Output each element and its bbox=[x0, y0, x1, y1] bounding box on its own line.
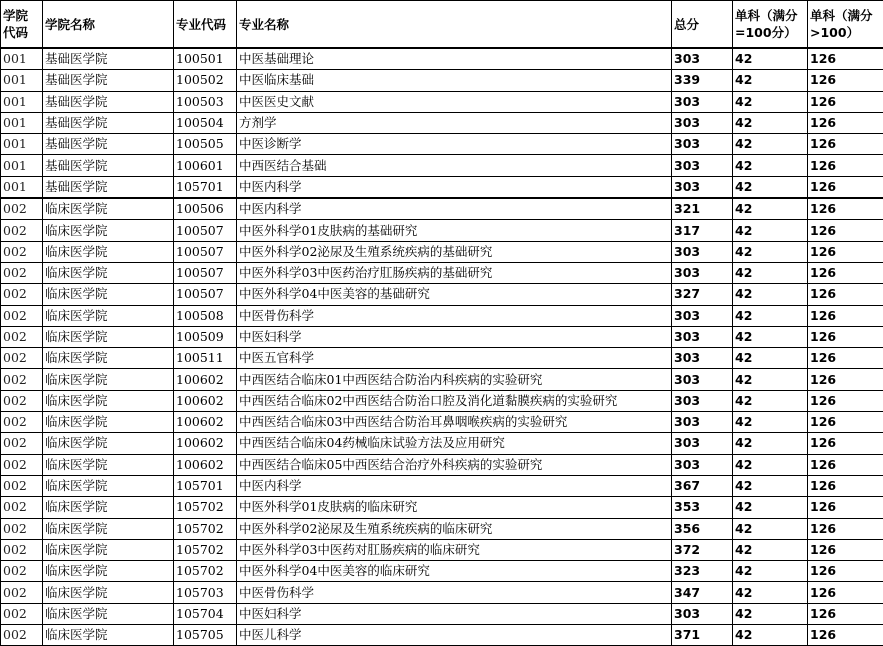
cell-total: 303 bbox=[672, 155, 733, 176]
cell-single-100: 42 bbox=[733, 433, 808, 454]
cell-major-name: 方剂学 bbox=[237, 112, 672, 133]
cell-total: 371 bbox=[672, 625, 733, 646]
cell-single-100: 42 bbox=[733, 561, 808, 582]
cell-major-name: 中医内科学 bbox=[237, 176, 672, 198]
cell-single-gt100: 126 bbox=[808, 369, 883, 390]
cell-single-100: 42 bbox=[733, 134, 808, 155]
table-row bbox=[1, 134, 883, 155]
cell-college-code: 002 bbox=[1, 561, 43, 582]
cell-single-100: 42 bbox=[733, 625, 808, 646]
cell-single-gt100: 126 bbox=[808, 454, 883, 475]
cell-total: 303 bbox=[672, 454, 733, 475]
cell-major-code: 100511 bbox=[174, 348, 237, 369]
cell-major-code: 100602 bbox=[174, 454, 237, 475]
cell-total: 303 bbox=[672, 348, 733, 369]
cell-college-code: 002 bbox=[1, 539, 43, 560]
cell-college-code: 001 bbox=[1, 134, 43, 155]
cell-single-100: 42 bbox=[733, 390, 808, 411]
cell-single-gt100: 126 bbox=[808, 348, 883, 369]
cell-major-name: 中医骨伤科学 bbox=[237, 305, 672, 326]
cell-single-gt100: 126 bbox=[808, 433, 883, 454]
cell-college-name: 临床医学院 bbox=[43, 412, 174, 433]
cell-college-code: 002 bbox=[1, 497, 43, 518]
cell-single-gt100: 126 bbox=[808, 284, 883, 305]
cell-college-name: 基础医学院 bbox=[43, 176, 174, 198]
cell-major-code: 100501 bbox=[174, 48, 237, 70]
cell-single-gt100: 126 bbox=[808, 497, 883, 518]
cell-single-100: 42 bbox=[733, 305, 808, 326]
cell-major-name: 中医内科学 bbox=[237, 475, 672, 496]
header-college-code: 学院代码 bbox=[1, 1, 43, 49]
header-major-name: 专业名称 bbox=[237, 1, 672, 49]
cell-total: 321 bbox=[672, 198, 733, 220]
cell-total: 327 bbox=[672, 284, 733, 305]
table-body bbox=[1, 48, 883, 646]
table-row bbox=[1, 48, 883, 70]
cell-single-100: 42 bbox=[733, 326, 808, 347]
cell-major-name: 中医外科学02泌尿及生殖系统疾病的基础研究 bbox=[237, 241, 672, 262]
cell-college-name: 临床医学院 bbox=[43, 603, 174, 624]
cell-total: 353 bbox=[672, 497, 733, 518]
cell-major-name: 中医外科学04中医美容的基础研究 bbox=[237, 284, 672, 305]
cell-major-name: 中医儿科学 bbox=[237, 625, 672, 646]
cell-college-name: 临床医学院 bbox=[43, 539, 174, 560]
cell-college-code: 001 bbox=[1, 70, 43, 91]
cell-single-gt100: 126 bbox=[808, 112, 883, 133]
cell-major-name: 中医外科学01皮肤病的基础研究 bbox=[237, 220, 672, 241]
cell-college-name: 临床医学院 bbox=[43, 497, 174, 518]
cell-major-name: 中西医结合临床01中西医结合防治内科疾病的实验研究 bbox=[237, 369, 672, 390]
cell-major-code: 105702 bbox=[174, 561, 237, 582]
cell-college-name: 临床医学院 bbox=[43, 198, 174, 220]
cell-total: 347 bbox=[672, 582, 733, 603]
cell-major-code: 100601 bbox=[174, 155, 237, 176]
cell-single-gt100: 126 bbox=[808, 603, 883, 624]
cell-college-name: 临床医学院 bbox=[43, 220, 174, 241]
cell-single-100: 42 bbox=[733, 112, 808, 133]
cell-major-name: 中医外科学04中医美容的临床研究 bbox=[237, 561, 672, 582]
cell-single-gt100: 126 bbox=[808, 91, 883, 112]
cell-single-gt100: 126 bbox=[808, 155, 883, 176]
cell-single-100: 42 bbox=[733, 518, 808, 539]
cell-single-gt100: 126 bbox=[808, 475, 883, 496]
table-header bbox=[1, 1, 883, 49]
cell-single-100: 42 bbox=[733, 582, 808, 603]
cell-college-name: 临床医学院 bbox=[43, 390, 174, 411]
cell-total: 303 bbox=[672, 112, 733, 133]
cell-single-100: 42 bbox=[733, 91, 808, 112]
table-row bbox=[1, 539, 883, 560]
cell-major-name: 中西医结合临床02中西医结合防治口腔及消化道黏膜疾病的实验研究 bbox=[237, 390, 672, 411]
cell-college-name: 基础医学院 bbox=[43, 112, 174, 133]
cell-single-gt100: 126 bbox=[808, 518, 883, 539]
cell-single-gt100: 126 bbox=[808, 305, 883, 326]
cell-major-name: 中医临床基础 bbox=[237, 70, 672, 91]
cell-single-gt100: 126 bbox=[808, 539, 883, 560]
cell-single-gt100: 126 bbox=[808, 625, 883, 646]
table-row bbox=[1, 454, 883, 475]
table-row bbox=[1, 91, 883, 112]
cell-college-code: 002 bbox=[1, 625, 43, 646]
cell-single-100: 42 bbox=[733, 48, 808, 70]
cell-major-code: 100508 bbox=[174, 305, 237, 326]
cell-major-name: 中医骨伤科学 bbox=[237, 582, 672, 603]
cell-college-name: 临床医学院 bbox=[43, 518, 174, 539]
cell-total: 303 bbox=[672, 305, 733, 326]
cell-single-gt100: 126 bbox=[808, 582, 883, 603]
cell-single-100: 42 bbox=[733, 369, 808, 390]
table-row bbox=[1, 603, 883, 624]
cell-college-code: 001 bbox=[1, 155, 43, 176]
table-row bbox=[1, 262, 883, 283]
cell-college-name: 基础医学院 bbox=[43, 48, 174, 70]
cell-major-code: 100504 bbox=[174, 112, 237, 133]
header-single-100: 单科（满分=100分） bbox=[733, 1, 808, 49]
table-row bbox=[1, 176, 883, 198]
cell-single-gt100: 126 bbox=[808, 390, 883, 411]
table-row bbox=[1, 433, 883, 454]
cell-single-100: 42 bbox=[733, 198, 808, 220]
cell-college-code: 002 bbox=[1, 454, 43, 475]
cell-major-code: 105702 bbox=[174, 539, 237, 560]
cell-single-100: 42 bbox=[733, 284, 808, 305]
cell-total: 356 bbox=[672, 518, 733, 539]
cell-single-100: 42 bbox=[733, 412, 808, 433]
cell-college-name: 临床医学院 bbox=[43, 305, 174, 326]
cell-college-name: 临床医学院 bbox=[43, 475, 174, 496]
cell-single-gt100: 126 bbox=[808, 48, 883, 70]
cell-single-gt100: 126 bbox=[808, 262, 883, 283]
cell-college-name: 临床医学院 bbox=[43, 454, 174, 475]
table-row bbox=[1, 284, 883, 305]
cell-total: 303 bbox=[672, 262, 733, 283]
cell-single-gt100: 126 bbox=[808, 326, 883, 347]
cell-total: 303 bbox=[672, 91, 733, 112]
cell-major-code: 105701 bbox=[174, 176, 237, 198]
cell-single-100: 42 bbox=[733, 241, 808, 262]
cell-college-name: 基础医学院 bbox=[43, 91, 174, 112]
cell-college-name: 临床医学院 bbox=[43, 369, 174, 390]
cell-major-code: 100602 bbox=[174, 412, 237, 433]
cell-college-name: 基础医学院 bbox=[43, 134, 174, 155]
header-college-name: 学院名称 bbox=[43, 1, 174, 49]
table-row bbox=[1, 561, 883, 582]
cell-college-name: 基础医学院 bbox=[43, 70, 174, 91]
table-row bbox=[1, 582, 883, 603]
cell-single-gt100: 126 bbox=[808, 412, 883, 433]
cell-major-code: 105703 bbox=[174, 582, 237, 603]
cell-college-name: 临床医学院 bbox=[43, 262, 174, 283]
cell-total: 303 bbox=[672, 241, 733, 262]
cell-major-code: 100506 bbox=[174, 198, 237, 220]
table-row bbox=[1, 198, 883, 220]
cell-total: 303 bbox=[672, 176, 733, 198]
cell-single-100: 42 bbox=[733, 539, 808, 560]
cell-single-100: 42 bbox=[733, 475, 808, 496]
table-row bbox=[1, 220, 883, 241]
cell-major-code: 100505 bbox=[174, 134, 237, 155]
cell-single-gt100: 126 bbox=[808, 176, 883, 198]
table-row bbox=[1, 112, 883, 133]
cell-total: 372 bbox=[672, 539, 733, 560]
cell-major-code: 100503 bbox=[174, 91, 237, 112]
cell-major-code: 105705 bbox=[174, 625, 237, 646]
cell-major-code: 100507 bbox=[174, 241, 237, 262]
cell-single-gt100: 126 bbox=[808, 70, 883, 91]
cell-college-name: 临床医学院 bbox=[43, 433, 174, 454]
table-row bbox=[1, 326, 883, 347]
cell-college-name: 临床医学院 bbox=[43, 625, 174, 646]
cell-total: 303 bbox=[672, 390, 733, 411]
cell-total: 303 bbox=[672, 412, 733, 433]
cell-college-code: 002 bbox=[1, 582, 43, 603]
header-row bbox=[1, 1, 883, 49]
cell-major-code: 100509 bbox=[174, 326, 237, 347]
header-major-code: 专业代码 bbox=[174, 1, 237, 49]
cell-single-gt100: 126 bbox=[808, 241, 883, 262]
cell-total: 303 bbox=[672, 433, 733, 454]
cell-total: 323 bbox=[672, 561, 733, 582]
cell-single-gt100: 126 bbox=[808, 220, 883, 241]
cell-major-code: 105702 bbox=[174, 497, 237, 518]
cell-college-code: 001 bbox=[1, 48, 43, 70]
cell-college-code: 002 bbox=[1, 241, 43, 262]
table-row bbox=[1, 475, 883, 496]
cell-single-100: 42 bbox=[733, 155, 808, 176]
cell-college-code: 002 bbox=[1, 326, 43, 347]
cell-college-name: 基础医学院 bbox=[43, 155, 174, 176]
cell-major-name: 中医基础理论 bbox=[237, 48, 672, 70]
cell-total: 303 bbox=[672, 603, 733, 624]
cell-college-code: 002 bbox=[1, 220, 43, 241]
table-row bbox=[1, 390, 883, 411]
cell-college-code: 002 bbox=[1, 198, 43, 220]
table-row bbox=[1, 348, 883, 369]
cell-major-code: 105701 bbox=[174, 475, 237, 496]
cell-single-100: 42 bbox=[733, 70, 808, 91]
cell-major-name: 中医妇科学 bbox=[237, 326, 672, 347]
cell-major-name: 中医妇科学 bbox=[237, 603, 672, 624]
cell-total: 317 bbox=[672, 220, 733, 241]
cell-single-100: 42 bbox=[733, 603, 808, 624]
cell-college-code: 002 bbox=[1, 348, 43, 369]
table-row bbox=[1, 412, 883, 433]
cell-college-code: 002 bbox=[1, 412, 43, 433]
cell-total: 303 bbox=[672, 369, 733, 390]
cell-single-100: 42 bbox=[733, 348, 808, 369]
cell-college-code: 002 bbox=[1, 518, 43, 539]
cell-major-name: 中医外科学02泌尿及生殖系统疾病的临床研究 bbox=[237, 518, 672, 539]
cell-single-gt100: 126 bbox=[808, 134, 883, 155]
cell-single-100: 42 bbox=[733, 262, 808, 283]
cell-major-name: 中医五官科学 bbox=[237, 348, 672, 369]
cell-college-code: 001 bbox=[1, 91, 43, 112]
cell-major-name: 中医外科学03中医药对肛肠疾病的临床研究 bbox=[237, 539, 672, 560]
cell-major-code: 100507 bbox=[174, 220, 237, 241]
cell-college-code: 001 bbox=[1, 176, 43, 198]
table-row bbox=[1, 497, 883, 518]
cell-major-name: 中医诊断学 bbox=[237, 134, 672, 155]
cell-major-name: 中医外科学01皮肤病的临床研究 bbox=[237, 497, 672, 518]
cell-major-code: 100502 bbox=[174, 70, 237, 91]
cell-college-name: 临床医学院 bbox=[43, 348, 174, 369]
cell-major-code: 100602 bbox=[174, 369, 237, 390]
cell-single-gt100: 126 bbox=[808, 198, 883, 220]
cell-major-code: 100507 bbox=[174, 262, 237, 283]
cell-college-name: 临床医学院 bbox=[43, 241, 174, 262]
cell-college-code: 002 bbox=[1, 390, 43, 411]
cell-major-name: 中医外科学03中医药治疗肛肠疾病的基础研究 bbox=[237, 262, 672, 283]
table-row bbox=[1, 518, 883, 539]
cell-major-name: 中西医结合临床05中西医结合治疗外科疾病的实验研究 bbox=[237, 454, 672, 475]
cell-single-gt100: 126 bbox=[808, 561, 883, 582]
cell-major-name: 中西医结合基础 bbox=[237, 155, 672, 176]
table-row bbox=[1, 305, 883, 326]
cell-college-code: 002 bbox=[1, 475, 43, 496]
header-single-gt100: 单科（满分>100） bbox=[808, 1, 883, 49]
cell-major-name: 中医医史文献 bbox=[237, 91, 672, 112]
cell-major-name: 中医内科学 bbox=[237, 198, 672, 220]
cell-college-code: 002 bbox=[1, 369, 43, 390]
cell-major-code: 105702 bbox=[174, 518, 237, 539]
cell-major-name: 中西医结合临床04药械临床试验方法及应用研究 bbox=[237, 433, 672, 454]
cell-major-code: 100602 bbox=[174, 390, 237, 411]
cell-single-100: 42 bbox=[733, 220, 808, 241]
cell-college-name: 临床医学院 bbox=[43, 284, 174, 305]
cell-total: 303 bbox=[672, 134, 733, 155]
cell-total: 367 bbox=[672, 475, 733, 496]
cell-total: 303 bbox=[672, 48, 733, 70]
cell-college-code: 002 bbox=[1, 433, 43, 454]
header-total: 总分 bbox=[672, 1, 733, 49]
table-row bbox=[1, 155, 883, 176]
cell-single-100: 42 bbox=[733, 454, 808, 475]
cell-major-code: 100602 bbox=[174, 433, 237, 454]
cell-college-code: 002 bbox=[1, 262, 43, 283]
cell-major-name: 中西医结合临床03中西医结合防治耳鼻咽喉疾病的实验研究 bbox=[237, 412, 672, 433]
cell-total: 303 bbox=[672, 326, 733, 347]
cell-college-name: 临床医学院 bbox=[43, 561, 174, 582]
table-row bbox=[1, 241, 883, 262]
cell-college-code: 001 bbox=[1, 112, 43, 133]
cell-total: 339 bbox=[672, 70, 733, 91]
table-row bbox=[1, 369, 883, 390]
cell-college-code: 002 bbox=[1, 603, 43, 624]
cell-college-code: 002 bbox=[1, 284, 43, 305]
cell-college-name: 临床医学院 bbox=[43, 582, 174, 603]
cell-major-code: 100507 bbox=[174, 284, 237, 305]
cell-college-name: 临床医学院 bbox=[43, 326, 174, 347]
cell-major-code: 105704 bbox=[174, 603, 237, 624]
cell-single-100: 42 bbox=[733, 497, 808, 518]
cell-single-100: 42 bbox=[733, 176, 808, 198]
cell-college-code: 002 bbox=[1, 305, 43, 326]
table-row bbox=[1, 70, 883, 91]
